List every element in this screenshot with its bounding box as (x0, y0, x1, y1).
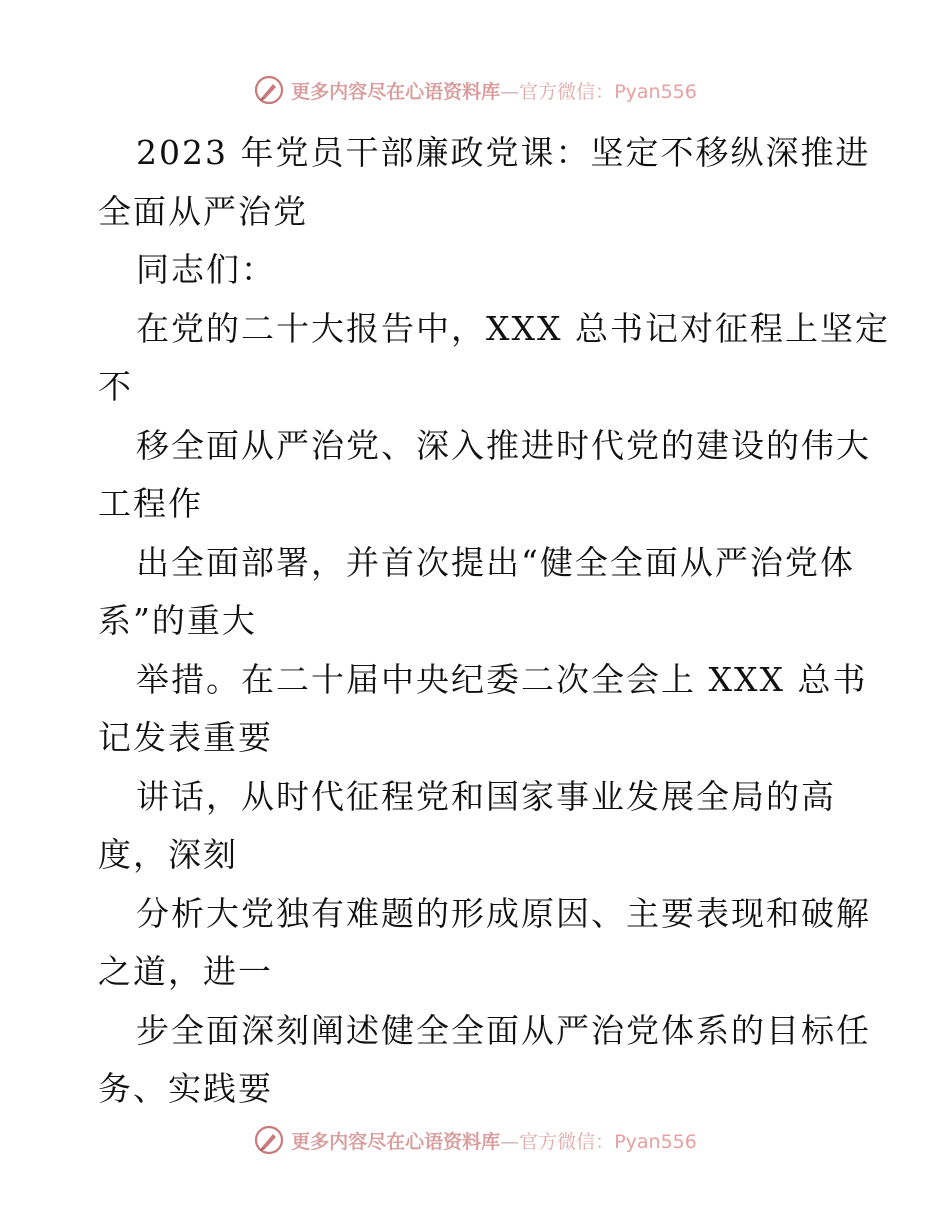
watermark-separator: — (500, 80, 520, 103)
watermark-main: 更多内容尽在心语资料库 (291, 80, 501, 103)
text-line: 举措。在二十届中央纪委二次全会上 XXX 总书 (136, 659, 868, 699)
text-line: 度，深刻 (98, 835, 238, 874)
text-line: 之道，进一 (98, 952, 273, 991)
watermark-wechat-id: Pyan556 (614, 1130, 697, 1153)
header-watermark (0, 70, 950, 110)
pen-logo-icon (253, 74, 285, 106)
watermark-label: 官方微信： (519, 1130, 615, 1153)
text-line: 2023 年党员干部廉政党课：坚定不移纵深推进 (136, 133, 871, 172)
text-line: 移全面从严治党、深入推进时代党的建设的伟大 (136, 425, 871, 465)
watermark-label: 官方微信： (519, 80, 615, 103)
text-line: 在党的二十大报告中，XXX 总书记对征程上坚定 (136, 308, 890, 348)
text-line: 工程作 (98, 484, 203, 523)
text-line: 不 (98, 367, 133, 406)
text-line: 务、实践要 (98, 1069, 273, 1108)
watermark-text (291, 77, 697, 104)
watermark-separator: — (500, 1130, 520, 1153)
footer-watermark (0, 1120, 950, 1160)
text-line: 系”的重大 (98, 601, 257, 640)
text-line: 讲话，从时代征程党和国家事业发展全局的高 (136, 776, 836, 816)
text-line: 出全面部署，并首次提出“健全全面从严治党体 (136, 542, 855, 582)
text-line: 全面从严治党 (98, 191, 308, 231)
document-body (98, 124, 890, 1119)
pen-logo-icon (253, 1124, 285, 1156)
watermark-main: 更多内容尽在心语资料库 (291, 1130, 501, 1153)
watermark-wechat-id: Pyan556 (614, 80, 697, 103)
text-line: 记发表重要 (98, 718, 273, 757)
watermark-text (291, 1127, 697, 1154)
text-line: 同志们： (136, 250, 276, 289)
text-line: 分析大党独有难题的形成原因、主要表现和破解 (136, 893, 871, 933)
text-line: 步全面深刻阐述健全全面从严治党体系的目标任 (136, 1010, 871, 1050)
